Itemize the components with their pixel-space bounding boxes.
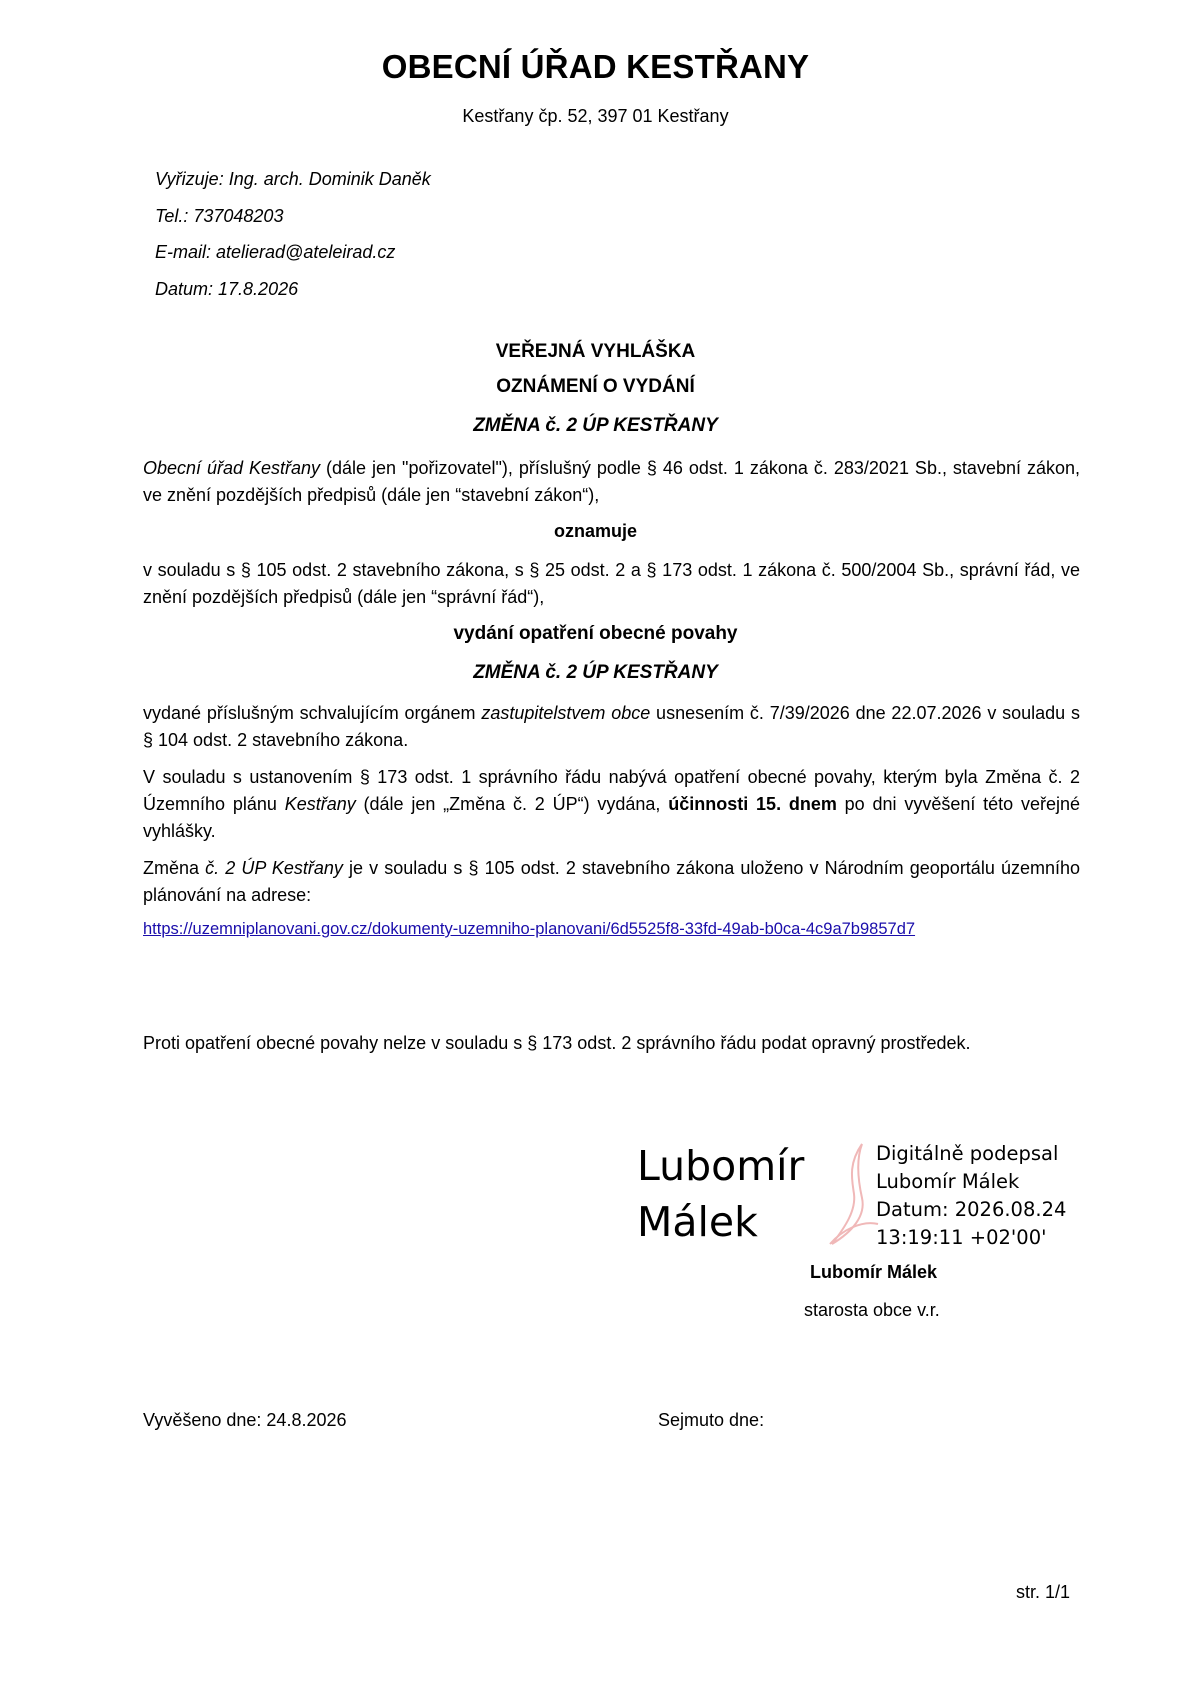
digital-signature-line3: Datum: 2026.08.24 [876,1198,1067,1221]
contact-handler: Vyřizuje: Ing. arch. Dominik Daněk [155,169,431,189]
geoportal-text-a: Změna [143,858,206,878]
contact-phone: Tel.: 737048203 [155,206,284,226]
effect-text-a: V souladu s ustanovením § 173 odst. 1 správního řádu nabývá opatření obecné povahy, kterým byla Změna č. 2 Územního plánu [143,767,1080,814]
paragraph-effect [143,764,1080,845]
signer-name: Lubomír Málek [810,1262,938,1282]
effect-text-b: (dále jen „Změna č. 2 ÚP“) vydána, [355,794,669,814]
approval-text-b: usnesením č. 7/39/2026 dne 22.07.2026 v souladu s § 104 odst. 2 stavebního zákona. [143,703,1080,750]
removed-date: Sejmuto dne: [658,1410,765,1430]
geoportal-link[interactable]: https://uzemniplanovani.gov.cz/dokumenty-uzemniho-planovani/6d5525f8-33fd-49ab-b0ca-4c9a7b9857d7 [143,920,916,938]
digital-signature-info [876,1140,1066,1252]
effect-place: Kestřany [284,794,356,814]
approval-text-a: vydané příslušným schvalujícím orgánem [143,703,482,723]
contact-date: Datum: 17.8.2026 [155,279,299,299]
signature-name-line1: Lubomír [637,1142,805,1190]
digital-signature-mark-icon [812,1140,882,1250]
effect-text-c: po dni vyvěšení této veřejné vyhlášky. [143,794,1081,841]
paragraph-legal-basis: v souladu s § 105 odst. 2 stavebního zákona, s § 25 odst. 2 a § 173 odst. 1 zákona č. 500/2004 Sb., správní řád, ve znění pozdějších předpisů (dále jen “správní řád“), [143,560,1080,607]
subject-heading-2: ZMĚNA č. 2 ÚP KESTŘANY [473,662,718,683]
digital-signature-line2: Lubomír Málek [876,1170,1020,1193]
geoportal-subject: č. 2 ÚP Kestřany [205,858,343,878]
geoportal-text-b: je v souladu s § 105 odst. 2 stavebního zákona uloženo v Národním geoportálu územního plánování na adrese: [143,858,1080,905]
digital-signature-line4: 13:19:11 +02'00' [876,1226,1047,1249]
announcement-heading: OZNÁMENÍ O VYDÁNÍ [496,376,695,397]
signer-role: starosta obce v.r. [804,1300,940,1320]
approval-body: zastupitelstvem obce [481,703,651,723]
authority-name: Obecní úřad Kestřany [143,458,321,478]
signature-name [637,1138,804,1250]
office-title: OBECNÍ ÚŘAD KESTŘANY [381,48,810,85]
contact-email: E-mail: atelierad@ateleirad.cz [155,242,396,262]
announces-heading: oznamuje [553,521,637,541]
page-number: str. 1/1 [1016,1582,1071,1602]
paragraph-authority [143,455,1080,509]
posted-date: Vyvěšeno dne: 24.8.2026 [143,1410,347,1430]
paragraph-no-appeal: Proti opatření obecné povahy nelze v souladu s § 173 odst. 2 správního řádu podat opravný prostředek. [143,1033,971,1053]
issuance-heading: vydání opatření obecné povahy [453,623,738,644]
authority-text: (dále jen "pořizovatel"), příslušný podle § 46 odst. 1 zákona č. 283/2021 Sb., stavební zákon, ve znění pozdějších předpisů (dále jen “stavební zákon“), [143,458,1080,505]
notice-heading: VEŘEJNÁ VYHLÁŠKA [495,341,696,362]
effect-date: účinnosti 15. dnem [668,794,837,814]
paragraph-geoportal [143,855,1080,909]
subject-heading: ZMĚNA č. 2 ÚP KESTŘANY [473,415,718,436]
signature-name-line2: Málek [637,1198,758,1246]
digital-signature-line1: Digitálně podepsal [876,1142,1059,1165]
paragraph-approval [143,700,1080,754]
office-address: Kestřany čp. 52, 397 01 Kestřany [462,106,729,126]
